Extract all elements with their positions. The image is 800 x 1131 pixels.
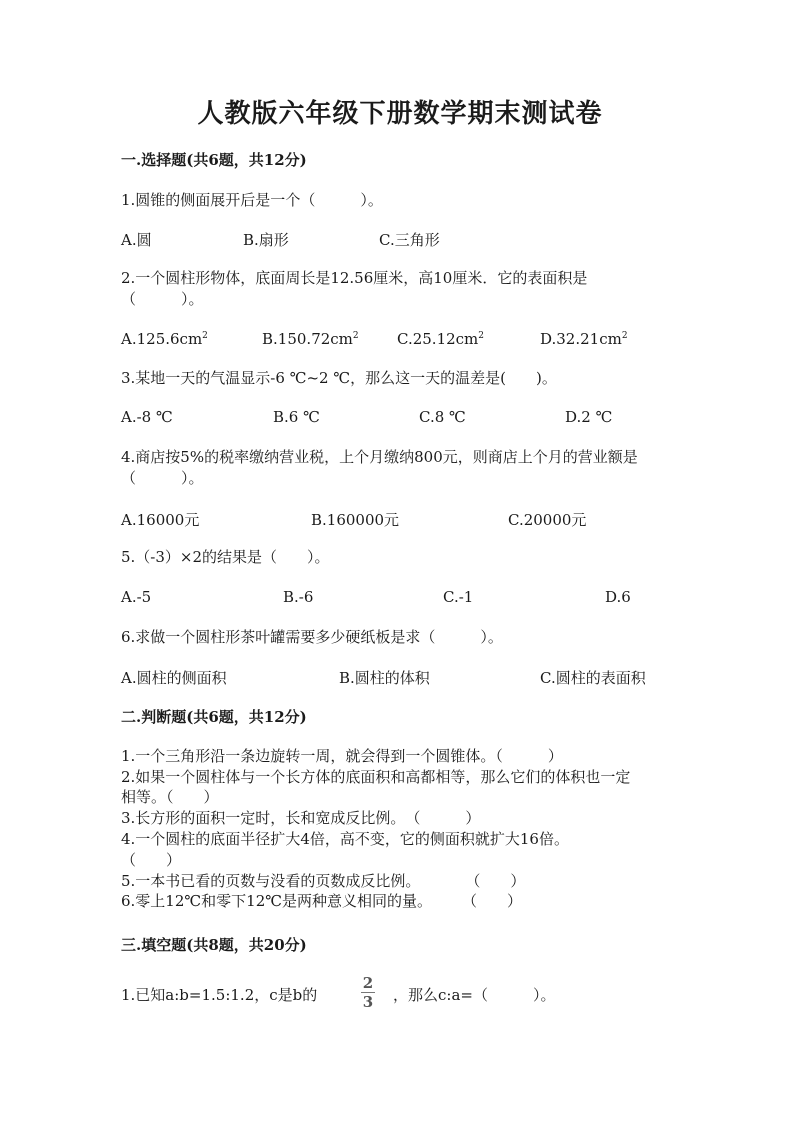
choice-q5-option-c: C.-1 [443,588,474,606]
judge-item-3: 3.长方形的面积一定时，长和宽成反比例。 （ ） [121,809,481,827]
judge-item-5: 5.一本书已看的页数与没看的页数成反比例。 （ ） [121,872,526,890]
fraction-two-thirds [361,975,375,1010]
section-heading-judge: 二.判断题(共6题，共12分) [121,708,307,726]
choice-q4-option-b: B.160000元 [311,511,400,529]
section-heading-fill: 三.填空题(共8题，共20分) [121,936,307,954]
fraction-numerator: 2 [362,974,374,992]
choice-q5-option-a: A.-5 [121,588,152,606]
choice-q2-stem-line2: （ ）。 [121,290,204,308]
judge-item-2-line1: 2.如果一个圆柱体与一个长方体的底面积和高都相等，那么它们的体积也一定 [121,768,631,786]
choice-q3-stem: 3.某地一天的气温显示-6 ℃~2 ℃，那么这一天的温差是( )。 [121,369,557,387]
fill-item-1-before: 1.已知a:b=1.5:1.2，c是b的 [121,986,318,1004]
choice-q6-option-b: B.圆柱的体积 [339,669,430,687]
choice-q3-option-b: B.6 ℃ [273,408,320,426]
page-title: 人教版六年级下册数学期末测试卷 [197,99,603,129]
judge-item-2-line2: 相等。（ ） [121,788,219,806]
choice-q2-stem-line1: 2.一个圆柱形物体，底面周长是12.56厘米，高10厘米．它的表面积是 [121,269,588,287]
judge-item-1: 1.一个三角形沿一条边旋转一周，就会得到一个圆锥体。（ ） [121,747,563,765]
judge-item-4-line2: （ ） [121,851,182,869]
choice-q3-option-a: A.-8 ℃ [121,408,173,426]
choice-q2-option-b: $B.150.72cm^2$ [262,330,359,348]
judge-item-4-line1: 4.一个圆柱的底面半径扩大4倍，高不变，它的侧面积就扩大16倍。 [121,830,569,848]
choice-q4-stem-line2: （ ）。 [121,469,204,487]
fraction-denominator: 3 [362,993,374,1011]
choice-q1-option-b: B.扇形 [243,231,289,249]
choice-q6-option-a: A.圆柱的侧面积 [121,669,227,687]
choice-q6-option-c: C.圆柱的表面积 [540,669,646,687]
choice-q2-option-a: $A.125.6cm^2$ [121,330,208,348]
section-heading-choice: 一.选择题(共6题，共12分) [121,151,307,169]
choice-q5-option-b: B.-6 [283,588,314,606]
fill-item-1-after: ，那么c:a=（ ）。 [393,986,556,1004]
choice-q3-option-d: D.2 ℃ [565,408,613,426]
choice-q1-option-a: A.圆 [121,231,152,249]
choice-q4-option-c: C.20000元 [508,511,587,529]
choice-q1-stem: 1.圆锥的侧面展开后是一个（ ）。 [121,191,383,209]
judge-item-6: 6.零上12℃和零下12℃是两种意义相同的量。 （ ） [121,892,523,910]
choice-q6-stem: 6.求做一个圆柱形茶叶罐需要多少硬纸板是求（ ）。 [121,628,503,646]
choice-q4-stem-line1: 4.商店按5%的税率缴纳营业税，上个月缴纳800元，则商店上个月的营业额是 [121,448,638,466]
choice-q1-option-c: C.三角形 [379,231,440,249]
choice-q5-stem: 5.（-3）×2的结果是（ ）。 [121,548,330,566]
choice-q2-option-c: $C.25.12cm^2$ [397,330,485,348]
choice-q3-option-c: C.8 ℃ [419,408,466,426]
choice-q2-option-d: $D.32.21cm^2$ [540,330,628,348]
choice-q5-option-d: D.6 [605,588,631,606]
choice-q4-option-a: A.16000元 [121,511,200,529]
